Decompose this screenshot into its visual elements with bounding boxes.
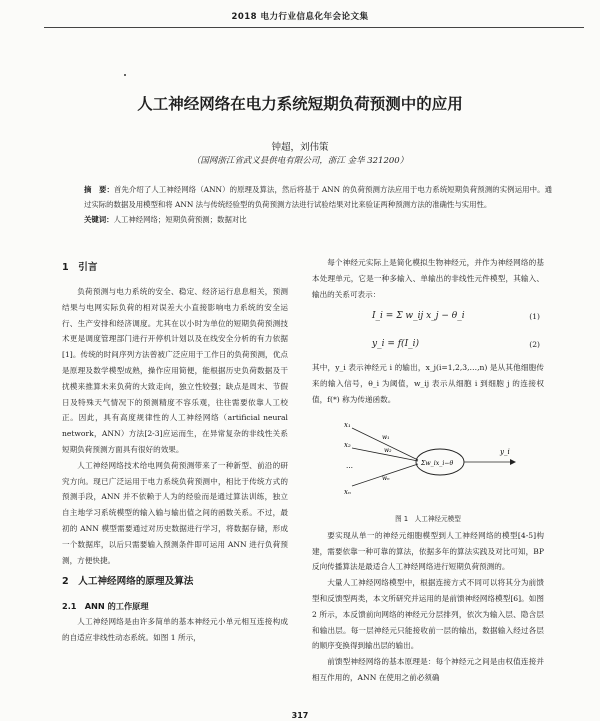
equation-2-number: (2) <box>529 340 540 350</box>
neuron-paragraph: 每个神经元实际上是简化模拟生物神经元，并作为神经网络的基本处理单元，它是一种多输入、单输出的非线性元件模型，其输入、输出的关系可表示： <box>312 258 544 299</box>
section-1-heading: 1 引言 <box>62 262 98 273</box>
right-column <box>312 255 544 695</box>
paper-affiliation: （国网浙江省武义县供电有限公司，浙江 金华 321200） <box>191 156 409 166</box>
abstract <box>84 182 552 212</box>
section-2-1-paragraph-1: 人工神经网络是由许多简单的基本神经元小单元相互连接构成的自适应非线性动态系统。如图 1 所示， <box>62 617 288 643</box>
feedforward-paragraph: 大量人工神经网络模型中，根据连接方式不同可以将其分为前馈型和反馈型两类，本文所研究并运用的是前馈神经网络模型[6]。如图 2 所示，本反馈前向网络的神经元分层排列，依次为输入层、隐含层和输出层。每一层神经元只能接收前一层的输出，数据输入经过各层的顺序变换得到输出层的输出。 <box>312 578 544 651</box>
input-line-1 <box>352 428 418 460</box>
section-2-heading: 2 人工神经网络的原理及算法 <box>62 576 194 588</box>
paper-title: 人工神经网络在电力系统短期负荷预测中的应用 <box>137 95 463 113</box>
keywords <box>84 212 552 227</box>
input-label-1: x₁ <box>344 420 351 429</box>
weight-label-2: w₂ <box>384 446 392 454</box>
keywords-label: 关键词： <box>84 215 114 224</box>
equation-1 <box>312 304 544 330</box>
equation-1-expression: I_i = Σ w_ij x_j − θ_i <box>372 311 465 322</box>
abstract-text: 首先介绍了人工神经网络（ANN）的原理及算法，然后将基于 ANN 的负荷预测方法应用于电力系统短期负荷预测的实例运用中。通过实际的数据及用模型和将 ANN 法与传统经验型的负荷预测方法进行试验结果对比来验证两种预测方法的准确性与实用性。 <box>84 185 552 209</box>
principle-paragraph: 前馈型神经网络的基本原理是：每个神经元之间是由权值连接并相互作用的，ANN 在使用之前必须确 <box>312 657 544 682</box>
keywords-text: 人工神经网络；短期负荷预测；数据对比 <box>113 215 247 224</box>
weight-label-1: w₁ <box>382 433 390 441</box>
scan-speck <box>124 74 126 76</box>
model-paragraph: 要实现从单一的神经元细胞模型到人工神经网络的模型[4-5]构建，需要依靠一种可靠的算法，依据多年的算法实践及对比可知，BP 反向传播算法是最适合人工神经网络进行短期负荷预测的。 <box>312 530 544 572</box>
weight-label-n: wₙ <box>382 474 390 482</box>
left-column <box>62 260 288 700</box>
paper-authors: 钟超，刘伟策 <box>271 142 329 153</box>
input-label-n: xₙ <box>344 487 351 496</box>
section-1-paragraph-1: 负荷预测与电力系统的安全、稳定、经济运行息息相关，预测结果与电网实际负荷的相对误差大小直接影响电力系统的安全运行、生产安排和经济调度。尤其在以小时为单位的短期负荷预测技术更是调度管理部门进行开停机计划以及在线安全分析的有力依据[1]。传统的时间序列方法曾被广泛应用于工作日的负荷预测，优点是原理及数学模型成熟，操作应用简便，能根据历史负荷数据及干扰模来推算未来负荷的大致走向，独立性较强；缺点是周末、节假日及特殊天气情况下的预测精度不容乐观，往往需要依靠人工校正。因此，具有高度规律性的人工神经网络（artificial neural network，ANN）方法[2-3]应运而生，在异常复杂的非线性关系短期负荷预测方面具有很好的效果。 <box>62 287 288 454</box>
section-2-1-heading: 2.1 ANN 的工作原理 <box>62 601 149 612</box>
equation-2 <box>312 332 544 358</box>
input-label-2: x₂ <box>344 440 351 449</box>
equation-2-expression: y_i = f(I_i) <box>372 339 420 350</box>
output-label: y_i <box>500 447 510 456</box>
section-1-paragraph-2: 人工神经网络技术给电网负荷预测带来了一种新型、前沿的研究方向。现已广泛运用于电力系统负荷预测中，相比于传统方式的预测手段，ANN 并不依赖于人为的经验而是通过算法训练，独立自主地学习系统模型的输入输与输出值之间的函数关系。不过，最初的 ANN 模型需要通过对历史数据进行学习，将数据存储，形成一个数据库，以后只需要输入预测条件即可运用 ANN 进行负荷预测，方便快捷。 <box>62 460 288 565</box>
running-head: 2018 电力行业信息化年会论文集 <box>231 12 369 22</box>
abstract-label: 摘 要： <box>84 185 114 194</box>
page-number: 317 <box>291 711 309 720</box>
variable-definitions: 其中，y_i 表示神经元 i 的输出，x_j(i=1,2,3,…,n) 是从其他细胞传来的输入信号，θ_i 为阈值，w_ij 表示从细胞 i 到细胞 j 的连接权值，f(*) 称为传递函数。 <box>312 363 544 404</box>
neuron-diagram <box>342 414 522 510</box>
output-arrow-icon <box>510 459 516 465</box>
figure-1-caption: 图 1 人工神经元模型 <box>395 514 461 523</box>
header-rule <box>44 27 584 28</box>
summation-label: Σw_ix_i−θ <box>421 459 454 467</box>
equation-1-number: (1) <box>529 312 540 322</box>
input-ellipsis: … <box>346 461 353 470</box>
figure-1 <box>312 410 544 528</box>
abstract-block <box>84 182 552 227</box>
